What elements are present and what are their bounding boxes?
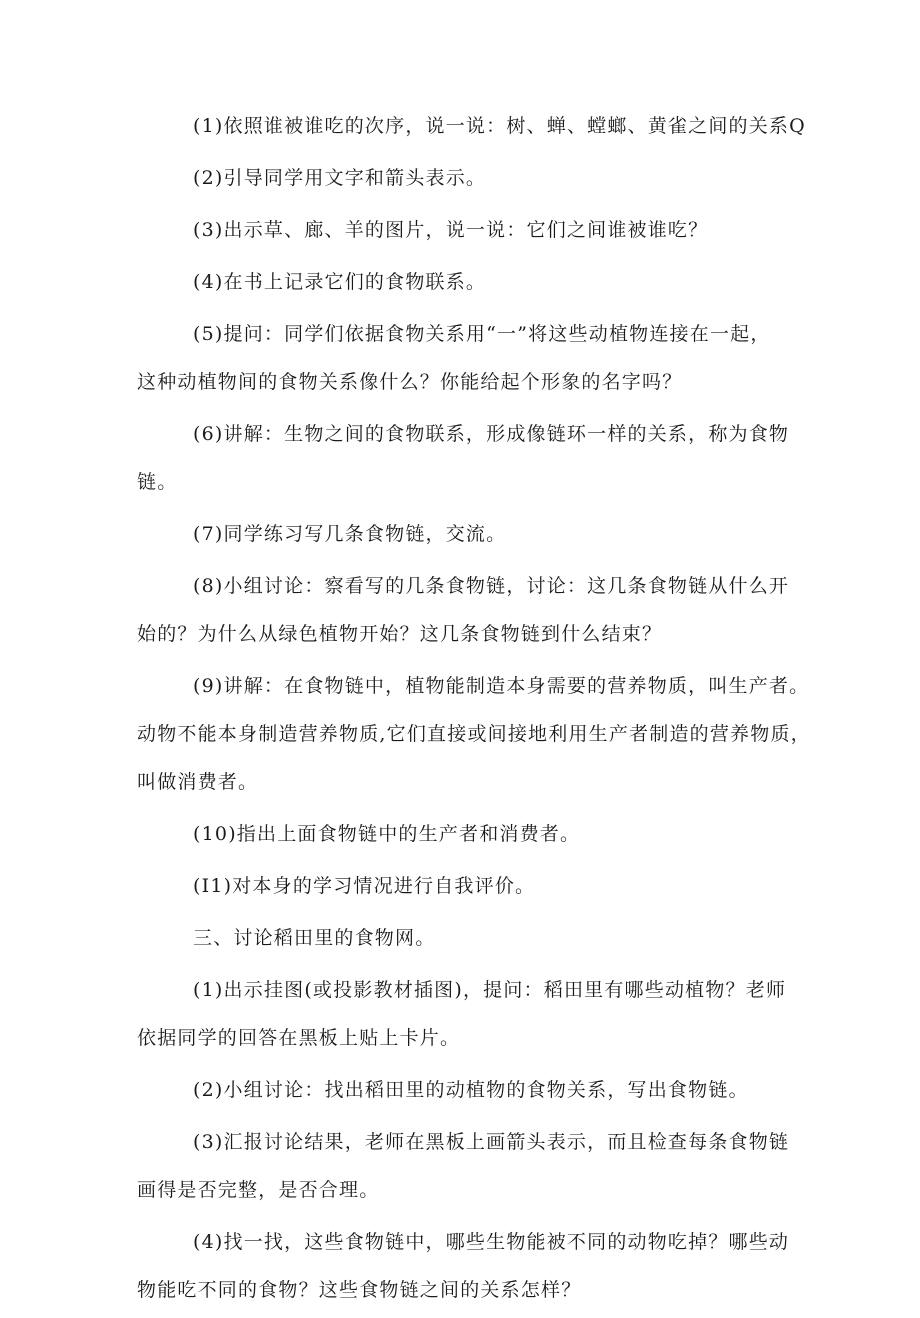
paragraph xyxy=(137,410,817,506)
paragraph xyxy=(137,206,817,254)
paragraph xyxy=(137,102,817,150)
text-line: 画得是否完整，是否合理。 xyxy=(137,1179,380,1201)
text-line: 叫做消费者。 xyxy=(137,771,259,793)
text-line: (9)讲解：在食物链中，植物能制造本身需要的营养物质，叫生产者。 xyxy=(193,675,810,697)
text-line: (7)同学练习写几条食物链，交流。 xyxy=(193,523,507,545)
paragraph xyxy=(137,810,817,858)
paragraph xyxy=(137,1066,817,1114)
paragraph xyxy=(137,510,817,558)
paragraph xyxy=(137,1118,817,1214)
paragraph xyxy=(137,966,817,1062)
paragraph xyxy=(137,1218,817,1314)
text-line: (10)指出上面食物链中的生产者和消费者。 xyxy=(193,823,581,845)
text-line: (1)依照谁被谁吃的次序，说一说：树、蝉、螳螂、黄雀之间的关系Q xyxy=(193,115,806,137)
paragraph xyxy=(137,258,817,306)
text-line: 依据同学的回答在黑板上贴上卡片。 xyxy=(137,1027,461,1049)
text-line: (3)出示草、廊、羊的图片，说一说：它们之间谁被谁吃？ xyxy=(193,219,709,241)
text-line: (I1)对本身的学习情况进行自我评价。 xyxy=(193,875,536,897)
paragraph xyxy=(137,862,817,910)
text-line: (2)引导同学用文字和箭头表示。 xyxy=(193,167,487,189)
text-line: (4)找一找，这些食物链中，哪些生物能被不同的动物吃掉？哪些动 xyxy=(193,1231,790,1253)
paragraph xyxy=(137,154,817,202)
text-line: (1)出示挂图(或投影教材插图)，提问：稻田里有哪些动植物？老师 xyxy=(193,979,787,1001)
text-line: (4)在书上记录它们的食物联系。 xyxy=(193,271,487,293)
text-line: 这种动植物间的食物关系像什么？你能给起个形象的名字吗？ xyxy=(137,371,683,393)
text-line: (5)提问：同学们依据食物关系用“一”将这些动植物连接在一起， xyxy=(193,323,771,345)
text-line: (6)讲解：生物之间的食物联系，形成像链环一样的关系，称为食物 xyxy=(193,423,790,445)
paragraph xyxy=(137,562,817,658)
text-line: 动物不能本身制造营养物质,它们直接或间接地利用生产者制造的营养物质， xyxy=(137,723,811,745)
text-line: 链。 xyxy=(137,471,178,493)
paragraph xyxy=(137,310,817,406)
text-line: 物能吃不同的食物？这些食物链之间的关系怎样？ xyxy=(137,1279,582,1301)
text-line: 三、讨论稻田里的食物网。 xyxy=(193,927,436,949)
document-body xyxy=(137,102,817,1318)
text-line: (8)小组讨论：察看写的几条食物链，讨论：这几条食物链从什么开 xyxy=(193,575,790,597)
text-line: (2)小组讨论：找出稻田里的动植物的食物关系，写出食物链。 xyxy=(193,1079,749,1101)
text-line: (3)汇报讨论结果，老师在黑板上画箭头表示，而且检查每条食物链 xyxy=(193,1131,790,1153)
text-line: 始的？为什么从绿色植物开始？这几条食物链到什么结束？ xyxy=(137,623,663,645)
paragraph xyxy=(137,662,817,806)
paragraph xyxy=(137,914,817,962)
